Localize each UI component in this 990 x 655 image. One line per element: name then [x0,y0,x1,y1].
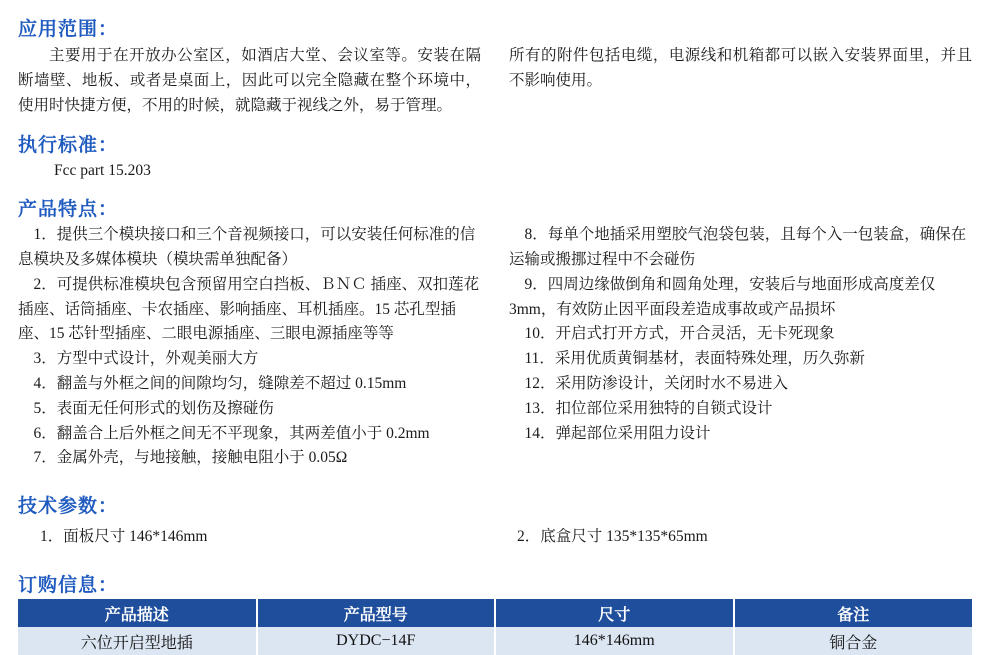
table-cell-description: 六位开启型地插 [18,627,257,655]
list-item: 6．翻盖合上后外框之间无不平现象，其两差值小于 0.2mm [33,424,430,442]
technical-left-item: 1．面板尺寸 146*146mm [40,528,208,546]
application-right-text: 所有的附件包括电缆，电源线和机箱都可以嵌入安装界面里，并且不影响使用。 [509,47,972,90]
table-cell-model: DYDC−14F [257,627,496,655]
application-columns [18,43,972,120]
table-header-cell: 备注 [734,599,973,627]
list-item: 14．弹起部位采用阻力设计 [524,424,711,442]
table-header-cell: 产品描述 [18,599,257,627]
section-features [18,194,972,471]
application-right-column [509,43,972,120]
list-item: 12．采用防渗设计，关闭时水不易进入 [524,374,789,392]
table-header-row [18,599,972,627]
list-item: 7．金属外壳，与地接触，接触电阻小于 0.05Ω [33,449,348,467]
list-item: 11．采用优质黄铜基材，表面特殊处理，历久弥新 [524,350,865,368]
section-title-standard: 执行标准： [18,135,119,157]
technical-columns [18,524,972,550]
list-item: 3．方型中式设计，外观美丽大方 [33,350,259,368]
section-title-application: 应用范围： [18,19,119,40]
table-header-cell: 产品型号 [257,599,496,627]
list-item: 1．提供三个模块接口和三个音视频接口，可以安装任何标准的信息模块及多媒体模块（模块需单独配备） [18,226,476,268]
list-item: 4．翻盖与外框之间的间隙均匀，缝隙差不超过 0.15mm [33,374,407,392]
table-cell-remark: 铜合金 [734,627,973,655]
table-cell-size: 146*146mm [495,627,734,655]
section-title-technical: 技术参数： [18,496,119,518]
list-item: 8．每单个地插采用塑胶气泡袋包装，且每个入一包装盒，确保在运输或搬挪过程中不会碰伤 [509,226,967,268]
list-item: 13．扣位部位采用独特的自锁式设计 [524,399,773,417]
list-item: 2．可提供标准模块包含预留用空白挡板、ＢＮＣ 插座、双扣莲花插座、话筒插座、卡农插座、影响插座、耳机插座。15 芯孔型插座、15 芯针型插座、二眼电源插座、三眼电源插座等等 [18,275,480,343]
list-item: 10．开启式打开方式，开合灵活，无卡死现象 [524,325,835,343]
application-left-text: 主要用于在开放办公室区，如酒店大堂、会议室等。安装在隔断墙壁、地板、或者是桌面上，因此可以完全隐藏在整个环境中，使用时快捷方便，不用的时候，就隐藏于视线之外，易于管理。 [18,47,481,115]
features-columns [18,223,972,471]
section-order-info [18,570,972,655]
standard-value: Fcc part 15.203 [54,162,151,180]
section-title-features: 产品特点： [18,199,119,221]
features-left-column [18,223,481,471]
table-row [18,627,972,655]
features-right-column [509,223,972,471]
list-item: 5．表面无任何形式的划伤及擦碰伤 [33,399,274,417]
order-table [18,599,972,655]
section-application-scope [18,14,972,120]
application-left-column [18,43,481,120]
section-title-order: 订购信息： [18,575,119,597]
table-header-cell: 尺寸 [495,599,734,627]
list-item: 9．四周边缘做倒角和圆角处理，安装后与地面形成高度差仅3mm，有效防止因平面段差造成事故或产品损坏 [509,275,936,318]
technical-right-item: 2．底盒尺寸 135*135*65mm [517,528,708,546]
section-standard [18,130,972,184]
section-technical-parameters [18,491,972,550]
